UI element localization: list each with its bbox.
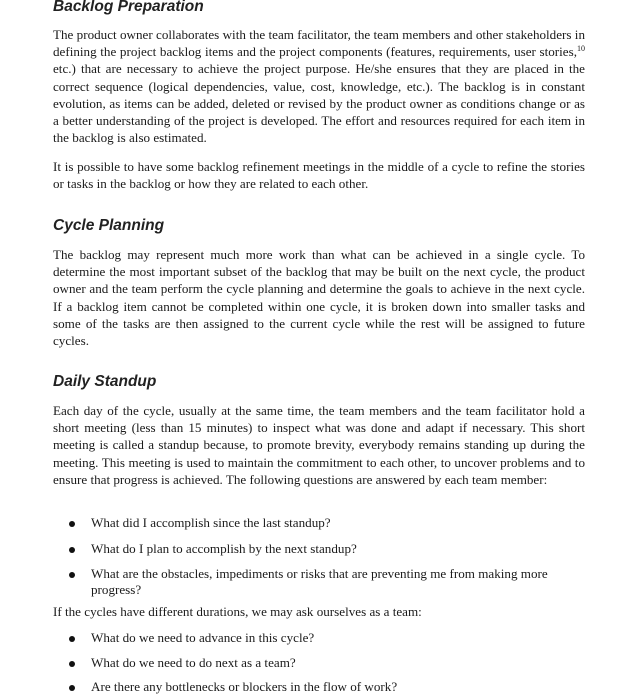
daily-standup-paragraph-1: Each day of the cycle, usually at the same time, the team members and the team facilitator hold a short meeting (less than 15 minutes) to inspect what was done and adapt if necessary. This short meeting is called a standup because, to promote brevity, everybody remains standing up during the meeting. This meeting is used to maintain the commitment to each other, to uncover problems and to ensure that progress is achieved. The following questions are answered by each team member: [53,403,585,487]
backlog-p1-text-a: The product owner collaborates with the team facilitator, the team members and other stakeholders in defining the project backlog items and the project components (features, requirements, user stories, [53,27,585,60]
list-item [53,541,585,557]
backlog-preparation-paragraph-2: It is possible to have some backlog refinement meetings in the middle of a cycle to refine the stories or tasks in the backlog or how they are related to each other. [53,159,585,192]
list-item [53,630,585,646]
list-item [53,566,585,597]
backlog-preparation-heading: Backlog Preparation [53,0,204,15]
list-item-text: What do I plan to accomplish by the next standup? [91,540,357,556]
bullet-icon [69,521,75,527]
footnote-marker: 10 [577,44,585,54]
team-questions-list [53,630,585,695]
cycle-planning-paragraph: The backlog may represent much more work than what can be achieved in a single cycle. To determine the most important subset of the backlog that may be built on the next cycle, the product owner and the team perform the cycle planning and determine the goals to achieve in the next cycle. If a backlog item cannot be completed within one cycle, it is broken down into smaller tasks and some of the tasks are then assigned to the current cycle while the rest will be assigned to future cycles. [53,247,585,349]
list-item [53,679,585,695]
list-item-text: What are the obstacles, impediments or risks that are preventing me from making more progress? [91,566,548,597]
bullet-icon [69,685,75,691]
bullet-icon [69,636,75,642]
bullet-icon [69,572,75,578]
daily-standup-paragraph-2: If the cycles have different durations, we may ask ourselves as a team: [53,604,422,619]
list-item-text: What do we need to advance in this cycle? [91,630,315,645]
list-item-text: What do we need to do next as a team? [91,654,296,670]
list-item [53,655,585,671]
daily-standup-heading: Daily Standup [53,373,157,390]
backlog-preparation-paragraph-1 [53,26,585,146]
bullet-icon [69,547,75,553]
list-item-text: Are there any bottlenecks or blockers in the flow of work? [91,679,398,694]
list-item-text: What did I accomplish since the last standup? [91,515,331,530]
member-questions-list [53,515,585,597]
list-item [53,515,585,531]
backlog-p1-text-b: etc.) that are necessary to achieve the project purpose. He/she ensures that they are placed in the correct sequence (logical dependencies, value, cost, knowledge, etc.). The backlog is in constant evolution, as items can be added, deleted or revised by the product owner as conditions change or as a better understanding of the project is developed. The effort and resources required for each item in the backlog is also estimated. [53,61,585,146]
cycle-planning-heading: Cycle Planning [53,217,165,234]
bullet-icon [69,661,75,667]
